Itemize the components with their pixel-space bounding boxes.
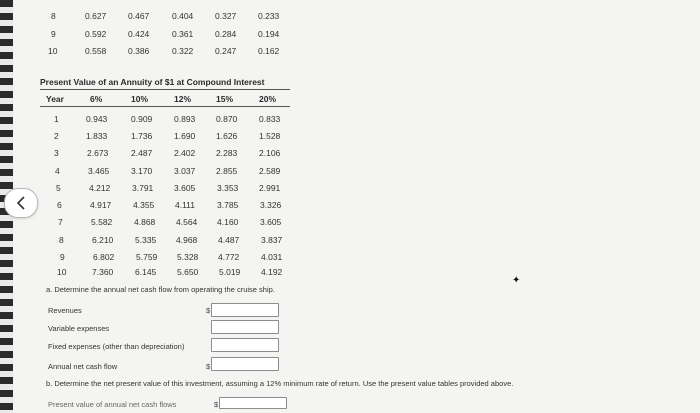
table-cell: 4.917 <box>90 200 112 210</box>
currency-symbol: $ <box>206 362 211 371</box>
question-a: a. Determine the annual net cash flow from operating the cruise ship. <box>46 285 275 294</box>
question-b: b. Determine the net present value of this investment, assuming a 12% minimum rate of return. Use the present value tables provided above. <box>46 379 514 388</box>
variable-expenses-input[interactable] <box>211 320 279 334</box>
table-cell: 0.833 <box>259 114 281 124</box>
table-cell: 1.690 <box>174 131 196 141</box>
table-cell: 2.855 <box>216 166 238 176</box>
table-cell: 5.582 <box>91 217 113 227</box>
fv-cell: 0.386 <box>128 46 150 56</box>
table-cell: 4.355 <box>133 200 155 210</box>
table-cell: 5.335 <box>135 235 157 245</box>
table-cell: 3.605 <box>260 217 282 227</box>
fv-cell: 0.404 <box>172 11 194 21</box>
fv-cell: 0.424 <box>128 29 150 39</box>
fv-cell: 0.592 <box>85 29 107 39</box>
header-bottom-rule <box>40 106 290 107</box>
table-cell: 1.736 <box>131 131 153 141</box>
table-cell: 3.605 <box>174 183 196 193</box>
table-cell: 3.037 <box>174 166 196 176</box>
table-cell: 3.785 <box>217 200 239 210</box>
table-row-year: 3 <box>54 148 59 158</box>
table-cell: 2.673 <box>87 148 109 158</box>
fv-period: 9 <box>51 29 56 39</box>
table-cell: 5.328 <box>177 252 199 262</box>
table-top-rule <box>40 89 290 90</box>
table-cell: 2.991 <box>259 183 281 193</box>
header-10pct: 10% <box>131 94 149 104</box>
table-cell: 4.031 <box>261 252 283 262</box>
annual-net-cash-flow-input[interactable] <box>211 357 279 371</box>
table-cell: 1.626 <box>216 131 238 141</box>
table-cell: 7.360 <box>92 267 114 277</box>
pv-annual-cash-flows-label: Present value of annual net cash flows <box>48 400 177 409</box>
header-15pct: 15% <box>216 94 234 104</box>
currency-symbol: $ <box>214 400 219 409</box>
currency-symbol: $ <box>206 306 211 315</box>
table-cell: 3.326 <box>260 200 282 210</box>
annuity-table-title: Present Value of an Annuity of $1 at Compound Interest <box>40 77 265 87</box>
table-cell: 3.170 <box>131 166 153 176</box>
header-12pct: 12% <box>174 94 192 104</box>
table-cell: 4.772 <box>218 252 240 262</box>
fv-cell: 0.627 <box>85 11 107 21</box>
table-cell: 4.487 <box>218 235 240 245</box>
fv-cell: 0.162 <box>258 46 280 56</box>
fv-period: 10 <box>48 46 58 56</box>
table-cell: 4.564 <box>176 217 198 227</box>
table-cell: 3.837 <box>261 235 283 245</box>
table-cell: 0.893 <box>174 114 196 124</box>
revenues-label: Revenues <box>48 306 82 315</box>
table-cell: 4.160 <box>217 217 239 227</box>
fv-cell: 0.467 <box>128 11 150 21</box>
table-row-year: 5 <box>56 183 61 193</box>
table-cell: 5.650 <box>177 267 199 277</box>
table-cell: 3.353 <box>217 183 239 193</box>
fv-cell: 0.558 <box>85 46 107 56</box>
header-year: Year <box>46 94 64 104</box>
table-row-year: 6 <box>57 200 62 210</box>
table-cell: 1.528 <box>259 131 281 141</box>
fixed-expenses-label: Fixed expenses (other than depreciation) <box>48 342 185 351</box>
table-cell: 2.283 <box>216 148 238 158</box>
table-row-year: 9 <box>60 252 65 262</box>
table-row-year: 1 <box>54 114 59 124</box>
table-row-year: 7 <box>58 217 63 227</box>
table-cell: 0.943 <box>86 114 108 124</box>
fv-cell: 0.327 <box>215 11 237 21</box>
table-cell: 2.589 <box>259 166 281 176</box>
table-cell: 2.487 <box>131 148 153 158</box>
table-cell: 5.019 <box>219 267 241 277</box>
back-button[interactable] <box>4 188 38 218</box>
table-cell: 0.870 <box>216 114 238 124</box>
fv-cell: 0.233 <box>258 11 280 21</box>
table-cell: 1.833 <box>86 131 108 141</box>
mouse-cursor-icon: ✦ <box>512 275 521 286</box>
fv-cell: 0.322 <box>172 46 194 56</box>
table-cell: 4.111 <box>175 200 196 210</box>
fixed-expenses-input[interactable] <box>211 338 279 352</box>
annual-net-cash-flow-label: Annual net cash flow <box>48 362 118 371</box>
table-cell: 4.212 <box>89 183 111 193</box>
table-cell: 2.402 <box>174 148 196 158</box>
table-cell: 4.192 <box>261 267 283 277</box>
fv-cell: 0.284 <box>215 29 237 39</box>
table-row-year: 10 <box>57 267 67 277</box>
table-cell: 6.210 <box>92 235 114 245</box>
fv-period: 8 <box>51 11 56 21</box>
table-cell: 5.759 <box>136 252 158 262</box>
table-cell: 6.802 <box>93 252 115 262</box>
chevron-left-icon <box>15 195 27 211</box>
table-row-year: 8 <box>59 235 64 245</box>
table-cell: 2.106 <box>259 148 281 158</box>
fv-cell: 0.194 <box>258 29 280 39</box>
table-cell: 4.968 <box>176 235 198 245</box>
header-6pct: 6% <box>90 94 103 104</box>
variable-expenses-label: Variable expenses <box>48 324 110 333</box>
pv-annual-cash-flows-input[interactable] <box>219 397 287 409</box>
table-row-year: 2 <box>54 131 59 141</box>
header-20pct: 20% <box>259 94 277 104</box>
table-cell: 3.465 <box>88 166 110 176</box>
table-cell: 4.868 <box>134 217 156 227</box>
table-row-year: 4 <box>55 166 60 176</box>
fv-cell: 0.247 <box>215 46 237 56</box>
table-cell: 3.791 <box>132 183 154 193</box>
table-cell: 6.145 <box>135 267 157 277</box>
table-cell: 0.909 <box>131 114 153 124</box>
fv-cell: 0.361 <box>172 29 194 39</box>
revenues-input[interactable] <box>211 303 279 317</box>
